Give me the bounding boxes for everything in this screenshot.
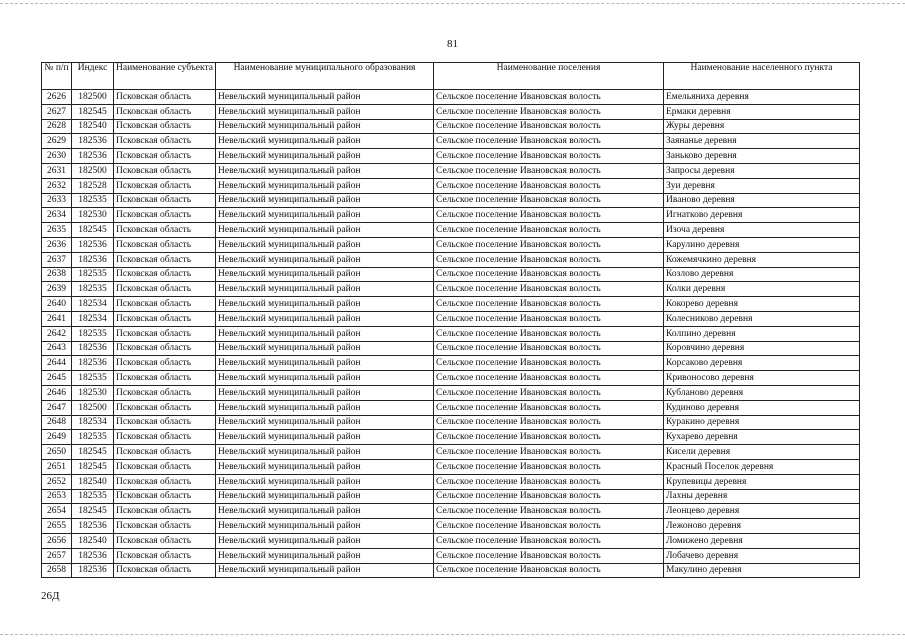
cell-settlement: Сельское поселение Ивановская волость: [434, 90, 664, 105]
table-row: [42, 90, 860, 105]
cell-index: 182536: [72, 341, 114, 356]
table-row: [42, 371, 860, 386]
cell-municipality: Невельский муниципальный район: [216, 282, 434, 297]
cell-index: 182545: [72, 223, 114, 238]
header-subject: Наименование субъекта: [114, 63, 216, 90]
table-row: [42, 282, 860, 297]
table-row: [42, 104, 860, 119]
cell-municipality: Невельский муниципальный район: [216, 178, 434, 193]
cell-municipality: Невельский муниципальный район: [216, 519, 434, 534]
cell-settlement: Сельское поселение Ивановская волость: [434, 104, 664, 119]
cell-settlement: Сельское поселение Ивановская волость: [434, 385, 664, 400]
cell-index: 182530: [72, 385, 114, 400]
cell-municipality: Невельский муниципальный район: [216, 371, 434, 386]
table-row: [42, 533, 860, 548]
cell-settlement: Сельское поселение Ивановская волость: [434, 237, 664, 252]
cell-settlement: Сельское поселение Ивановская волость: [434, 178, 664, 193]
cell-num: 2658: [42, 563, 72, 578]
header-municipality: Наименование муниципального образования: [216, 63, 434, 90]
cell-subject: Псковская область: [114, 119, 216, 134]
cell-index: 182536: [72, 149, 114, 164]
cell-municipality: Невельский муниципальный район: [216, 223, 434, 238]
cell-subject: Псковская область: [114, 548, 216, 563]
cell-locality: Кудиново деревня: [664, 400, 860, 415]
cell-index: 182535: [72, 489, 114, 504]
cell-num: 2654: [42, 504, 72, 519]
cell-settlement: Сельское поселение Ивановская волость: [434, 252, 664, 267]
cell-index: 182535: [72, 430, 114, 445]
cell-subject: Псковская область: [114, 178, 216, 193]
cell-num: 2632: [42, 178, 72, 193]
page-number: 81: [447, 38, 458, 50]
cell-settlement: Сельское поселение Ивановская волость: [434, 371, 664, 386]
cell-index: 182535: [72, 193, 114, 208]
cell-num: 2627: [42, 104, 72, 119]
cell-subject: Псковская область: [114, 519, 216, 534]
cell-subject: Псковская область: [114, 341, 216, 356]
cell-num: 2639: [42, 282, 72, 297]
cell-subject: Псковская область: [114, 311, 216, 326]
cell-locality: Кожемячкино деревня: [664, 252, 860, 267]
cell-num: 2640: [42, 297, 72, 312]
cell-settlement: Сельское поселение Ивановская волость: [434, 297, 664, 312]
cell-num: 2643: [42, 341, 72, 356]
cell-locality: Кривоносово деревня: [664, 371, 860, 386]
cell-locality: Леонцево деревня: [664, 504, 860, 519]
cell-index: 182536: [72, 134, 114, 149]
cell-municipality: Невельский муниципальный район: [216, 533, 434, 548]
table-row: [42, 489, 860, 504]
cell-num: 2656: [42, 533, 72, 548]
cell-index: 182535: [72, 326, 114, 341]
table-header-row: [42, 63, 860, 90]
cell-num: 2637: [42, 252, 72, 267]
cell-locality: Корсаково деревня: [664, 356, 860, 371]
cell-locality: Куракино деревня: [664, 415, 860, 430]
table-row: [42, 223, 860, 238]
table-row: [42, 326, 860, 341]
cell-municipality: Невельский муниципальный район: [216, 548, 434, 563]
cell-locality: Емельяниха деревня: [664, 90, 860, 105]
table-row: [42, 267, 860, 282]
cell-num: 2645: [42, 371, 72, 386]
cell-index: 182536: [72, 356, 114, 371]
cell-num: 2648: [42, 415, 72, 430]
cell-index: 182500: [72, 400, 114, 415]
table-row: [42, 119, 860, 134]
page-top-edge: [0, 3, 905, 4]
cell-locality: Заньково деревня: [664, 149, 860, 164]
cell-municipality: Невельский муниципальный район: [216, 311, 434, 326]
cell-index: 182540: [72, 474, 114, 489]
table-row: [42, 519, 860, 534]
cell-municipality: Невельский муниципальный район: [216, 341, 434, 356]
cell-locality: Игнатково деревня: [664, 208, 860, 223]
cell-settlement: Сельское поселение Ивановская волость: [434, 341, 664, 356]
table-row: [42, 193, 860, 208]
cell-subject: Псковская область: [114, 267, 216, 282]
cell-settlement: Сельское поселение Ивановская волость: [434, 489, 664, 504]
table-row: [42, 548, 860, 563]
cell-settlement: Сельское поселение Ивановская волость: [434, 311, 664, 326]
cell-subject: Псковская область: [114, 489, 216, 504]
cell-num: 2630: [42, 149, 72, 164]
cell-index: 182545: [72, 459, 114, 474]
cell-num: 2626: [42, 90, 72, 105]
cell-settlement: Сельское поселение Ивановская волость: [434, 504, 664, 519]
cell-settlement: Сельское поселение Ивановская волость: [434, 119, 664, 134]
cell-num: 2641: [42, 311, 72, 326]
cell-locality: Ломижено деревня: [664, 533, 860, 548]
cell-index: 182534: [72, 297, 114, 312]
table-row: [42, 237, 860, 252]
cell-subject: Псковская область: [114, 326, 216, 341]
cell-subject: Псковская область: [114, 149, 216, 164]
cell-municipality: Невельский муниципальный район: [216, 119, 434, 134]
cell-subject: Псковская область: [114, 415, 216, 430]
cell-municipality: Невельский муниципальный район: [216, 90, 434, 105]
table-row: [42, 208, 860, 223]
table-row: [42, 149, 860, 164]
cell-settlement: Сельское поселение Ивановская волость: [434, 282, 664, 297]
cell-locality: Коровчино деревня: [664, 341, 860, 356]
table-row: [42, 163, 860, 178]
cell-locality: Колесниково деревня: [664, 311, 860, 326]
cell-settlement: Сельское поселение Ивановская волость: [434, 400, 664, 415]
cell-index: 182534: [72, 415, 114, 430]
table-row: [42, 445, 860, 460]
table-row: [42, 311, 860, 326]
cell-locality: Изоча деревня: [664, 223, 860, 238]
cell-num: 2657: [42, 548, 72, 563]
header-index: Индекс: [72, 63, 114, 90]
table-row: [42, 563, 860, 578]
cell-municipality: Невельский муниципальный район: [216, 356, 434, 371]
cell-subject: Псковская область: [114, 237, 216, 252]
cell-locality: Кубланово деревня: [664, 385, 860, 400]
cell-municipality: Невельский муниципальный район: [216, 400, 434, 415]
cell-subject: Псковская область: [114, 474, 216, 489]
table-body: [42, 90, 860, 578]
cell-index: 182536: [72, 563, 114, 578]
cell-locality: Колки деревня: [664, 282, 860, 297]
table-row: [42, 400, 860, 415]
cell-locality: Лобачево деревня: [664, 548, 860, 563]
cell-municipality: Невельский муниципальный район: [216, 297, 434, 312]
cell-index: 182545: [72, 445, 114, 460]
cell-subject: Псковская область: [114, 252, 216, 267]
table-row: [42, 415, 860, 430]
cell-municipality: Невельский муниципальный район: [216, 459, 434, 474]
cell-subject: Псковская область: [114, 104, 216, 119]
cell-municipality: Невельский муниципальный район: [216, 149, 434, 164]
cell-municipality: Невельский муниципальный район: [216, 474, 434, 489]
cell-num: 2629: [42, 134, 72, 149]
cell-num: 2655: [42, 519, 72, 534]
cell-locality: Ермаки деревня: [664, 104, 860, 119]
cell-settlement: Сельское поселение Ивановская волость: [434, 163, 664, 178]
cell-subject: Псковская область: [114, 356, 216, 371]
cell-settlement: Сельское поселение Ивановская волость: [434, 533, 664, 548]
cell-municipality: Невельский муниципальный район: [216, 489, 434, 504]
cell-municipality: Невельский муниципальный район: [216, 385, 434, 400]
cell-subject: Псковская область: [114, 504, 216, 519]
cell-index: 182540: [72, 119, 114, 134]
cell-settlement: Сельское поселение Ивановская волость: [434, 134, 664, 149]
header-locality: Наименование населенного пункта: [664, 63, 860, 90]
cell-settlement: Сельское поселение Ивановская волость: [434, 415, 664, 430]
cell-index: 182535: [72, 267, 114, 282]
cell-locality: Козлово деревня: [664, 267, 860, 282]
cell-municipality: Невельский муниципальный район: [216, 445, 434, 460]
cell-settlement: Сельское поселение Ивановская волость: [434, 548, 664, 563]
table-row: [42, 297, 860, 312]
cell-subject: Псковская область: [114, 223, 216, 238]
cell-subject: Псковская область: [114, 90, 216, 105]
cell-locality: Заянанье деревня: [664, 134, 860, 149]
cell-municipality: Невельский муниципальный район: [216, 104, 434, 119]
cell-index: 182536: [72, 252, 114, 267]
cell-settlement: Сельское поселение Ивановская волость: [434, 208, 664, 223]
cell-subject: Псковская область: [114, 445, 216, 460]
cell-municipality: Невельский муниципальный район: [216, 430, 434, 445]
cell-num: 2646: [42, 385, 72, 400]
table-row: [42, 504, 860, 519]
cell-settlement: Сельское поселение Ивановская волость: [434, 430, 664, 445]
table-row: [42, 385, 860, 400]
cell-locality: Макулино деревня: [664, 563, 860, 578]
cell-municipality: Невельский муниципальный район: [216, 563, 434, 578]
cell-num: 2650: [42, 445, 72, 460]
cell-num: 2652: [42, 474, 72, 489]
cell-settlement: Сельское поселение Ивановская волость: [434, 267, 664, 282]
settlements-table: [41, 62, 860, 578]
cell-subject: Псковская область: [114, 563, 216, 578]
cell-index: 182500: [72, 90, 114, 105]
cell-locality: Зуи деревня: [664, 178, 860, 193]
table-row: [42, 134, 860, 149]
cell-num: 2649: [42, 430, 72, 445]
cell-subject: Псковская область: [114, 297, 216, 312]
table-row: [42, 341, 860, 356]
cell-num: 2631: [42, 163, 72, 178]
cell-locality: Крупевицы деревня: [664, 474, 860, 489]
cell-locality: Запросы деревня: [664, 163, 860, 178]
cell-subject: Псковская область: [114, 134, 216, 149]
table-row: [42, 356, 860, 371]
cell-municipality: Невельский муниципальный район: [216, 134, 434, 149]
cell-num: 2653: [42, 489, 72, 504]
cell-subject: Псковская область: [114, 430, 216, 445]
cell-settlement: Сельское поселение Ивановская волость: [434, 356, 664, 371]
cell-subject: Псковская область: [114, 371, 216, 386]
cell-locality: Иваново деревня: [664, 193, 860, 208]
cell-municipality: Невельский муниципальный район: [216, 208, 434, 223]
cell-subject: Псковская область: [114, 193, 216, 208]
cell-index: 182535: [72, 282, 114, 297]
cell-subject: Псковская область: [114, 163, 216, 178]
cell-index: 182545: [72, 104, 114, 119]
cell-index: 182536: [72, 548, 114, 563]
cell-index: 182530: [72, 208, 114, 223]
cell-subject: Псковская область: [114, 282, 216, 297]
table-row: [42, 430, 860, 445]
footer-code: 26Д: [41, 590, 60, 602]
cell-num: 2636: [42, 237, 72, 252]
cell-municipality: Невельский муниципальный район: [216, 252, 434, 267]
cell-settlement: Сельское поселение Ивановская волость: [434, 223, 664, 238]
cell-index: 182528: [72, 178, 114, 193]
cell-settlement: Сельское поселение Ивановская волость: [434, 149, 664, 164]
cell-locality: Лахны деревня: [664, 489, 860, 504]
cell-municipality: Невельский муниципальный район: [216, 504, 434, 519]
cell-subject: Псковская область: [114, 385, 216, 400]
cell-settlement: Сельское поселение Ивановская волость: [434, 445, 664, 460]
table-row: [42, 178, 860, 193]
page-bottom-edge: [0, 634, 905, 635]
cell-settlement: Сельское поселение Ивановская волость: [434, 519, 664, 534]
cell-num: 2634: [42, 208, 72, 223]
cell-settlement: Сельское поселение Ивановская волость: [434, 193, 664, 208]
table-row: [42, 252, 860, 267]
table-row: [42, 474, 860, 489]
cell-num: 2628: [42, 119, 72, 134]
cell-settlement: Сельское поселение Ивановская волость: [434, 326, 664, 341]
cell-index: 182536: [72, 519, 114, 534]
cell-locality: Журы деревня: [664, 119, 860, 134]
cell-settlement: Сельское поселение Ивановская волость: [434, 474, 664, 489]
cell-index: 182536: [72, 237, 114, 252]
cell-index: 182540: [72, 533, 114, 548]
cell-settlement: Сельское поселение Ивановская волость: [434, 563, 664, 578]
cell-locality: Красный Поселок деревня: [664, 459, 860, 474]
cell-locality: Карулино деревня: [664, 237, 860, 252]
cell-municipality: Невельский муниципальный район: [216, 193, 434, 208]
cell-settlement: Сельское поселение Ивановская волость: [434, 459, 664, 474]
cell-locality: Кухарево деревня: [664, 430, 860, 445]
cell-subject: Псковская область: [114, 533, 216, 548]
cell-municipality: Невельский муниципальный район: [216, 237, 434, 252]
cell-subject: Псковская область: [114, 400, 216, 415]
cell-index: 182500: [72, 163, 114, 178]
cell-locality: Лежоново деревня: [664, 519, 860, 534]
header-settlement: Наименование поселения: [434, 63, 664, 90]
cell-subject: Псковская область: [114, 208, 216, 223]
cell-index: 182535: [72, 371, 114, 386]
cell-num: 2647: [42, 400, 72, 415]
cell-subject: Псковская область: [114, 459, 216, 474]
cell-locality: Кокорево деревня: [664, 297, 860, 312]
cell-locality: Колпино деревня: [664, 326, 860, 341]
cell-num: 2633: [42, 193, 72, 208]
table-row: [42, 459, 860, 474]
cell-locality: Кисели деревня: [664, 445, 860, 460]
cell-index: 182545: [72, 504, 114, 519]
cell-num: 2644: [42, 356, 72, 371]
cell-num: 2638: [42, 267, 72, 282]
cell-index: 182534: [72, 311, 114, 326]
cell-num: 2635: [42, 223, 72, 238]
cell-municipality: Невельский муниципальный район: [216, 163, 434, 178]
header-num: № п/п: [42, 63, 72, 90]
cell-num: 2642: [42, 326, 72, 341]
cell-num: 2651: [42, 459, 72, 474]
cell-municipality: Невельский муниципальный район: [216, 415, 434, 430]
cell-municipality: Невельский муниципальный район: [216, 267, 434, 282]
cell-municipality: Невельский муниципальный район: [216, 326, 434, 341]
